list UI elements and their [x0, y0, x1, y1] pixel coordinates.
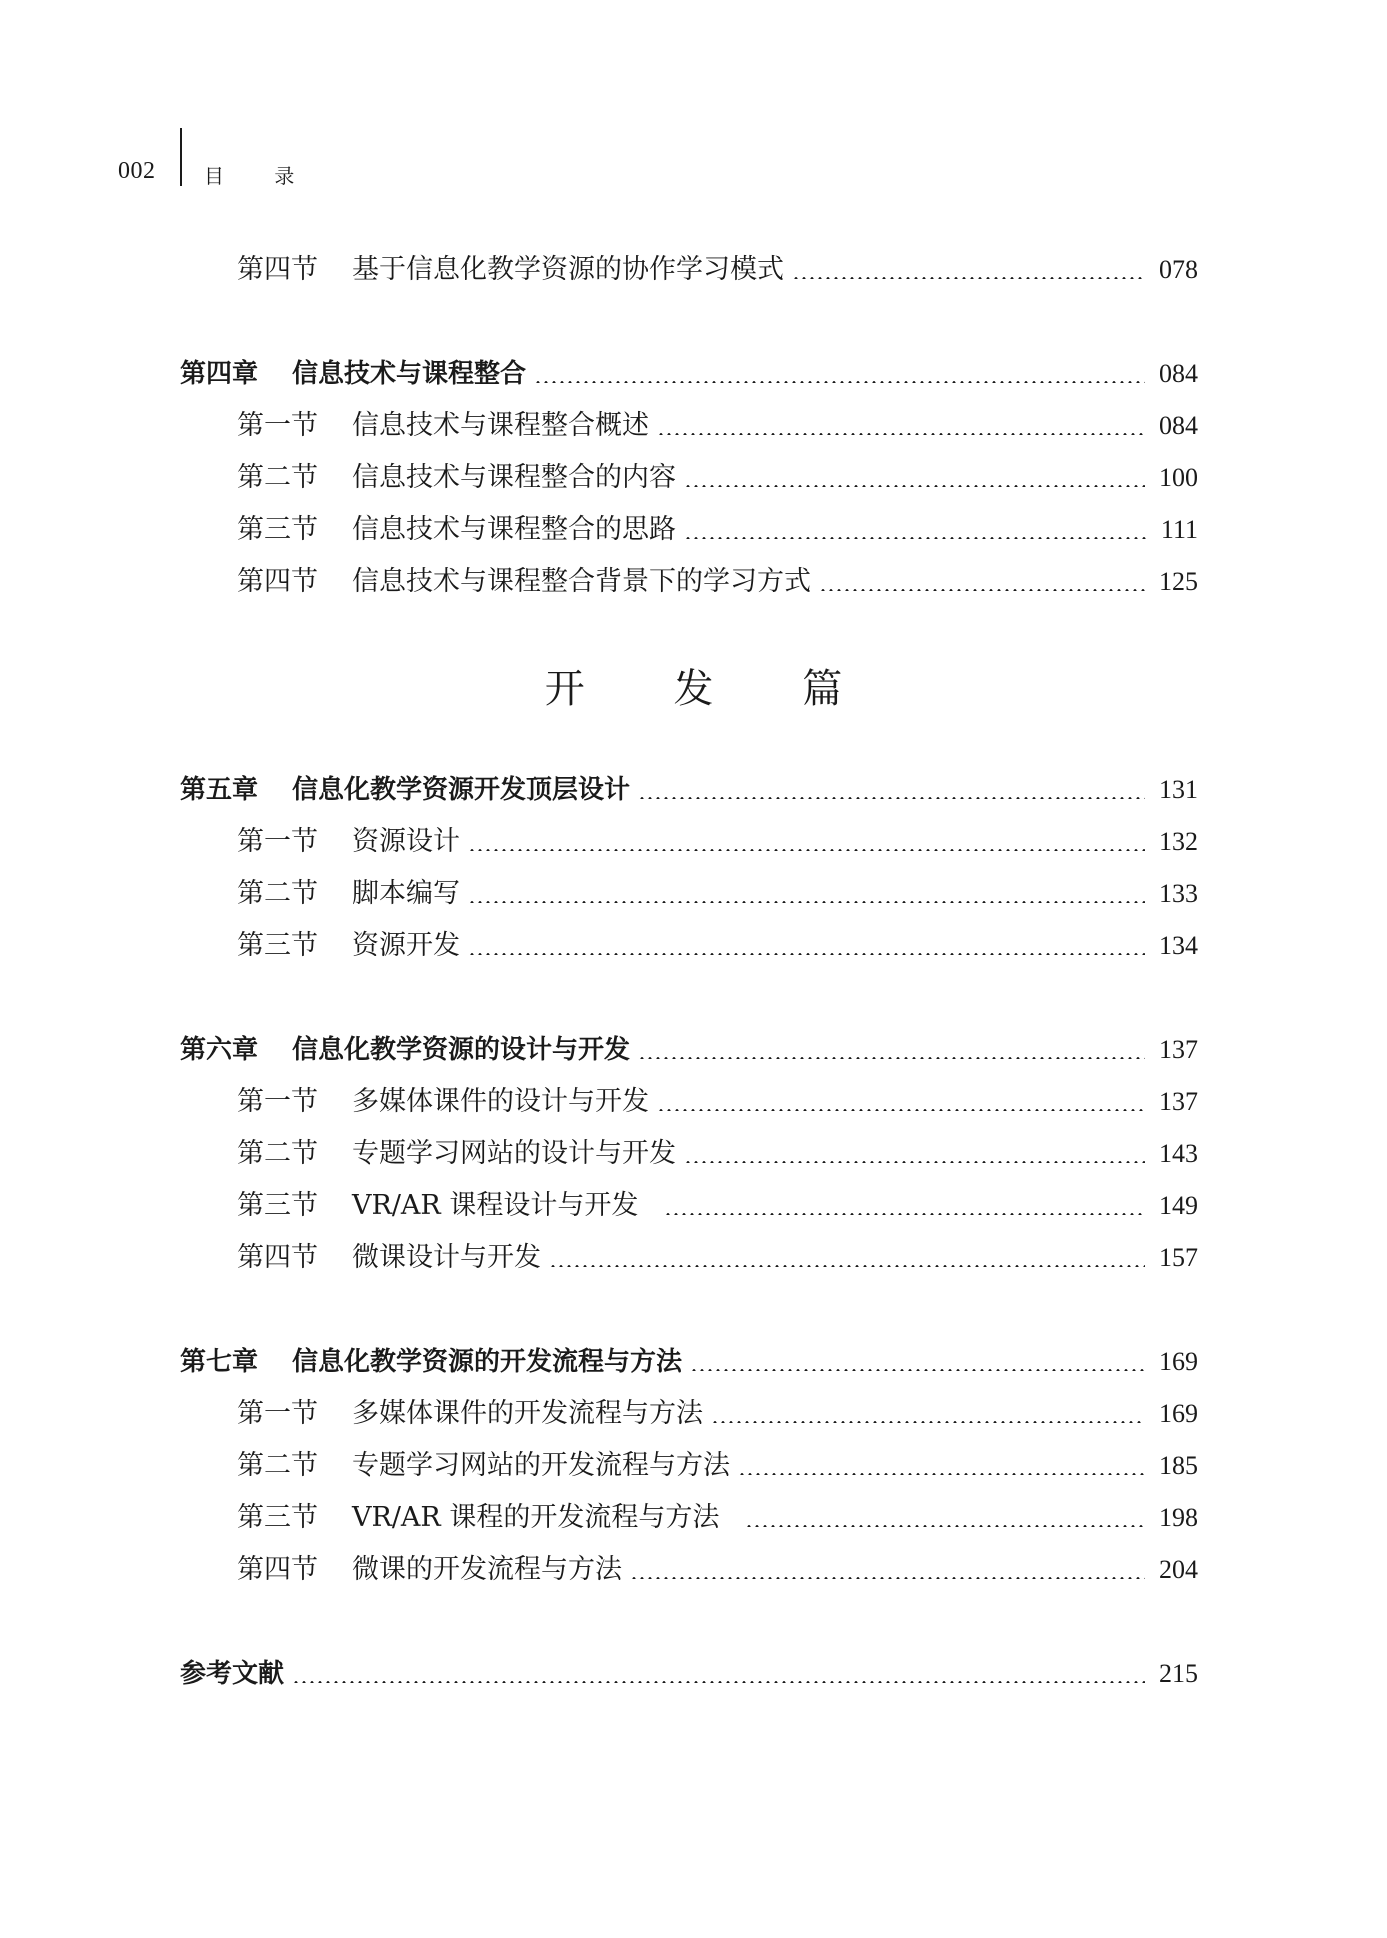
leader-dots — [468, 901, 1145, 903]
toc-section-line[interactable]: 第四节 微课的开发流程与方法 204 — [237, 1548, 1198, 1588]
toc-page-number: 078 — [1159, 255, 1198, 284]
leader-dots — [638, 1057, 1145, 1059]
leader-dots — [684, 537, 1147, 539]
leader-dots — [738, 1473, 1145, 1475]
leader-dots — [534, 381, 1145, 383]
toc-section-line[interactable]: 第四节 基于信息化教学资源的协作学习模式 078 — [237, 248, 1198, 288]
toc-page-number: 169 — [1159, 1399, 1198, 1428]
leader-dots — [792, 277, 1145, 279]
leader-dots — [630, 1577, 1145, 1579]
toc-page-number: 137 — [1159, 1087, 1198, 1116]
toc-section-line[interactable]: 第一节 多媒体课件的设计与开发 137 — [237, 1080, 1198, 1120]
toc-page-number: 111 — [1160, 515, 1198, 544]
toc-section-line[interactable]: 第一节 信息技术与课程整合概述 084 — [237, 404, 1198, 444]
leader-dots — [657, 433, 1145, 435]
header-title: 目 录 — [204, 164, 317, 188]
toc-page-number: 204 — [1159, 1555, 1198, 1584]
leader-dots — [549, 1265, 1145, 1267]
toc-page-number: 100 — [1159, 463, 1198, 492]
toc-section-line[interactable]: 第三节 资源开发 134 — [237, 924, 1198, 964]
toc-page-number: 132 — [1159, 827, 1198, 856]
toc-section-line[interactable]: 第三节 VR/AR 课程的开发流程与方法 198 — [237, 1496, 1198, 1536]
toc-section-line[interactable]: 第二节 信息技术与课程整合的内容 100 — [237, 456, 1198, 496]
leader-dots — [292, 1681, 1145, 1683]
toc-chapter-line[interactable]: 第五章 信息化教学资源开发顶层设计 131 — [180, 768, 1198, 808]
toc-section-line[interactable]: 第二节 专题学习网站的开发流程与方法 185 — [237, 1444, 1198, 1484]
leader-dots — [745, 1525, 1145, 1527]
header-rule — [180, 128, 182, 186]
leader-dots — [684, 485, 1145, 487]
leader-dots — [657, 1109, 1145, 1111]
toc-section-line[interactable]: 第三节 信息技术与课程整合的思路 111 — [237, 508, 1198, 548]
toc-chapter-line[interactable]: 第七章 信息化教学资源的开发流程与方法 169 — [180, 1340, 1198, 1380]
leader-dots — [468, 849, 1145, 851]
toc-page-number: 133 — [1159, 879, 1198, 908]
toc-page-number: 137 — [1159, 1035, 1198, 1064]
part-title: 开 发 篇 — [544, 666, 881, 712]
toc-page-number: 185 — [1159, 1451, 1198, 1480]
toc-chapter-line[interactable]: 第四章 信息技术与课程整合 084 — [180, 352, 1198, 392]
toc-page-number: 157 — [1159, 1243, 1198, 1272]
toc-section-line[interactable]: 第二节 专题学习网站的设计与开发 143 — [237, 1132, 1198, 1172]
toc-page-number: 149 — [1159, 1191, 1198, 1220]
toc-page-number: 215 — [1159, 1659, 1198, 1688]
toc-chapter-line[interactable]: 第六章 信息化教学资源的设计与开发 137 — [180, 1028, 1198, 1068]
leader-dots — [819, 589, 1145, 591]
leader-dots — [468, 953, 1145, 955]
toc-page-number: 084 — [1159, 411, 1198, 440]
leader-dots — [664, 1213, 1145, 1215]
toc-page-number: 169 — [1159, 1347, 1198, 1376]
leader-dots — [711, 1421, 1145, 1423]
toc-references-line[interactable]: 参考文献 215 — [180, 1652, 1198, 1692]
leader-dots — [690, 1369, 1145, 1371]
toc-page-number: 131 — [1159, 775, 1198, 804]
toc-section-line[interactable]: 第四节 信息技术与课程整合背景下的学习方式 125 — [237, 560, 1198, 600]
toc-page-number: 084 — [1159, 359, 1198, 388]
toc-page-number: 198 — [1159, 1503, 1198, 1532]
leader-dots — [684, 1161, 1145, 1163]
toc-section-line[interactable]: 第一节 多媒体课件的开发流程与方法 169 — [237, 1392, 1198, 1432]
toc-section-line[interactable]: 第一节 资源设计 132 — [237, 820, 1198, 860]
toc-page-number: 134 — [1159, 931, 1198, 960]
toc-section-line[interactable]: 第四节 微课设计与开发 157 — [237, 1236, 1198, 1276]
leader-dots — [638, 797, 1145, 799]
toc-page-number: 143 — [1159, 1139, 1198, 1168]
toc-section-line[interactable]: 第二节 脚本编写 133 — [237, 872, 1198, 912]
page-number: 002 — [118, 158, 156, 184]
toc-page-number: 125 — [1159, 567, 1198, 596]
toc-section-line[interactable]: 第三节 VR/AR 课程设计与开发 149 — [237, 1184, 1198, 1224]
